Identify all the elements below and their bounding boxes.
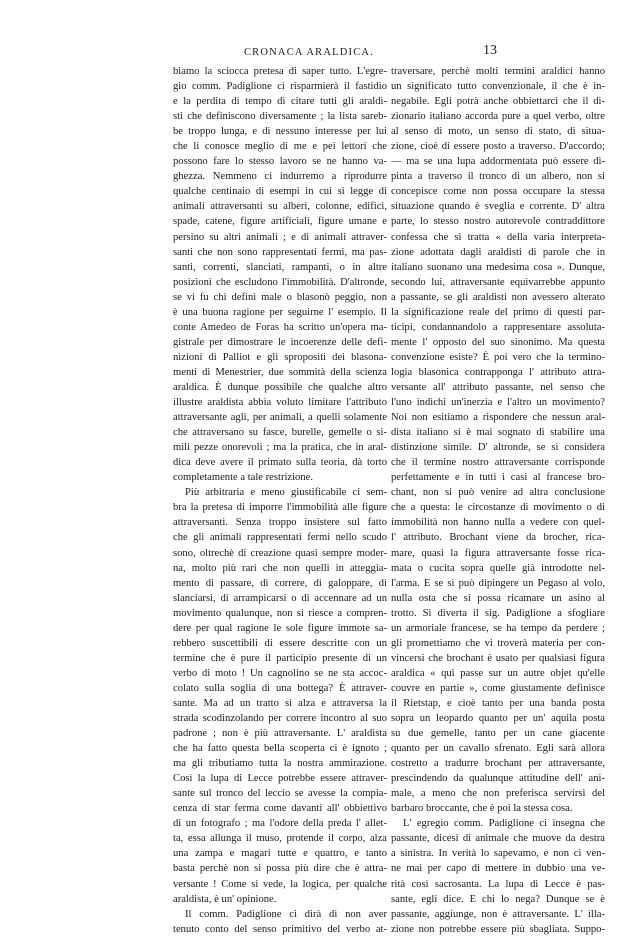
text-line: italiano suonano una medesima cosa ». Dunque, <box>391 261 605 273</box>
text-line: Noi non esitiamo a rispondere che nessun aral- <box>391 412 605 424</box>
text-line: gli promettiamo che vi troverà materia per con- <box>391 637 605 649</box>
text-line: concepisce come non possa occupare la stessa <box>391 186 605 198</box>
text-line: dere per qual ragione le sole figure immote sa- <box>173 622 387 634</box>
text-line: confessa che si tratta « della varia interpreta- <box>391 231 605 243</box>
text-line: una zampa e magari tutte e quattro, e tanto <box>173 848 387 860</box>
text-line: quanto per un cavallo sfrenato. Egli sarà allora <box>391 743 605 755</box>
text-line: immobilità non hanno nulla a vedere con quel- <box>391 517 605 529</box>
text-line: dista italiano si è mai sognato di stabilire una <box>391 427 605 439</box>
text-line: sopra un leopardo quanto per un' aquila posta <box>391 713 605 725</box>
text-line: rebbero suscettibili di essere descritte con un <box>173 637 387 649</box>
text-line: rità così sacrosanta. La lupa di Lecce è pas- <box>391 878 605 890</box>
text-line: araldista, è un' opinione. <box>173 893 277 905</box>
text-line: gistrale per dimostrare le incoerenze delle defi- <box>173 336 387 348</box>
text-line: basta perchè non si possa più dire che è attra- <box>173 863 387 875</box>
text-line: chant, non si può venire ad altra conclusione <box>391 487 605 499</box>
text-line: zionario italiano accorda pure a quel verbo, oltre <box>391 111 605 123</box>
text-line: biamo la sciocca pretesa di saper tutto. L'egre- <box>173 66 387 77</box>
text-line: mente l' opposto del suo sinonimo. Ma questa <box>391 336 605 348</box>
text-line: araldica. È dunque possibile che qualche altro <box>173 381 387 393</box>
text-line: sante sul tronco del leccio se avesse la compia- <box>173 788 387 800</box>
text-line: che li conosce meglio di me e pei lettori che <box>173 141 387 153</box>
text-line: possono fare lo stesso lavoro se ne hanno va- <box>173 156 387 168</box>
text-line: spade, catene, figure artificiali, figure umane e <box>173 216 387 228</box>
text-line: situazione quando è sveglia e corrente. D' altra <box>391 201 605 213</box>
text-line: padrone ; non è più attraversante. L' araldista <box>173 728 387 740</box>
text-line: l' attributo. Brochant viene da brocher, rica- <box>391 532 605 544</box>
page-number: 13 <box>483 43 497 58</box>
text-line: vincersi che brochant è usato per qualsiasi figura <box>391 652 605 664</box>
text-line: al senso di moto, un senso di stato, di situa- <box>391 126 605 138</box>
running-title: CRONACA ARALDICA. <box>243 47 375 58</box>
text-line: pinta a traverso il tronco di un albero, non si <box>391 171 605 183</box>
text-line: secondo lui, attraversante equivarrebbe appunto <box>391 276 605 288</box>
left-text-column <box>173 64 387 937</box>
text-line: che ha fatto questa bella scoperta ci è ignoto ; <box>173 743 387 755</box>
text-line: a sinistra. In verità lo sapevamo, e non ci ven- <box>391 848 605 860</box>
text-line: zione, cioè di essere posto a traverso. D'accordo; <box>391 141 605 153</box>
text-line: attraversanti. Senza troppo insistere sul fatto <box>173 517 387 529</box>
text-line: strada scodinzolando per correre incontro al suo <box>173 713 387 725</box>
text-line: barbaro broccante, che è poi la stessa cosa. <box>391 803 573 815</box>
text-line: male, a meno che non preferisca servirsi del <box>391 788 605 800</box>
text-line: attraversante agli, per animali, a quelli solamente <box>173 412 387 424</box>
text-line: ne mai per capo di mettere in dubbio una ve- <box>391 863 605 875</box>
text-line: di un fotografo ; ma l'odore della preda l' allet- <box>173 818 387 830</box>
text-line: bra la pretesa di imporre l'immobilità alle figure <box>173 502 387 514</box>
text-line: conte Amedeo de Foras ha scritto un'opera ma- <box>173 321 387 333</box>
text-line: prescindendo da qualunque attitudine dell' ani- <box>391 773 605 785</box>
text-line: passante, aggiunge, non è attraversante. L' illa- <box>391 908 605 920</box>
text-line: mento di passare, di correre, di galoppare, di <box>173 577 387 589</box>
text-line: che attraversano su fasce, burelle, gemelle o si- <box>173 427 387 439</box>
text-line: zione non potrebbe essere più sbagliata. Suppo- <box>391 923 605 935</box>
text-line: mata o cucita sopra quelle già introdotte nel- <box>391 562 605 574</box>
text-line: mili pezze onorevoli ; ma la pratica, che in aral- <box>173 442 387 454</box>
text-line: na, molto più rari che non quelli in atteggia- <box>173 562 387 574</box>
text-line: passante, dicesi di animale che muove da destra <box>391 833 605 845</box>
text-line: versante all' attributo passante, nel senso che <box>391 381 605 393</box>
text-line: Così la lupa di Lecce potrebbe essere attraver- <box>173 773 387 785</box>
text-line: logia blasonica contrapponga l' attributo attra- <box>391 366 605 378</box>
text-line: araldica « qui passe sur un autre objet qu'elle <box>391 667 605 679</box>
text-line: zione adottata dagli araldisti di parole che in <box>391 246 605 258</box>
text-line: la significazione reale del primo di questi par- <box>391 306 605 318</box>
text-line: slanciarsi, di arrampicarsi o di accennare ad un <box>173 592 387 604</box>
text-line: tenuto conto del senso primitivo del verbo at- <box>173 923 387 935</box>
text-line: parte, lo stesso nostro autorevole contraddittore <box>391 216 605 228</box>
text-line: perfettamente e in tutti i casi al francese bro- <box>391 472 605 484</box>
text-line: che il termine nostro attraversante corrisponde <box>391 457 605 469</box>
text-line: cenza di star ferma come davanti all' obbiettivo <box>173 803 387 815</box>
text-line: negabile. Egli potrà anche obbiettarci che il di- <box>391 96 605 108</box>
text-line: sti che definiscono diversamente ; la lista sareb- <box>173 111 387 123</box>
text-line: persino su altri animali ; e di animali attraver- <box>173 231 387 243</box>
text-line: l'arma. E se si può dipingere un Pegaso al volo, <box>391 577 605 589</box>
text-line: trotto. Si diverta il sig. Padiglione a sfogliare <box>391 607 605 619</box>
text-line: dica deve avere il primato sulla teoria, dà torto <box>173 457 387 469</box>
text-line: l'uno indichi un'inerzia e l'altro un movimento? <box>391 397 605 409</box>
text-line: che a questa: le circostanze di movimento o di <box>391 502 605 514</box>
text-line: che gli animali rappresentati fermi nello scudo <box>173 532 387 544</box>
text-line: verbo di moto ! Un cagnolino se ne sta accoc- <box>173 667 387 679</box>
text-line: un significato tutto convenzionale, il che è in- <box>391 81 605 93</box>
text-line: L' egregio comm. Padiglione ci insegna che <box>403 818 605 830</box>
text-line: termine che è pure il participio presente di un <box>173 652 387 664</box>
text-line: mare, quasi la figura attraversante fosse rica- <box>391 547 605 559</box>
text-line: ta, essa allunga il muso, protende il corpo, alza <box>173 833 387 845</box>
text-line: sante. Ma ad un tratto si alza e attraversa la <box>173 697 387 709</box>
text-line: Più arbitraria e meno giustificabile ci sem- <box>185 487 387 499</box>
text-line: convenzione esiste? È poi vero che la termino- <box>391 351 605 363</box>
text-line: posizioni che escludono l'immobilità. D'altronde, <box>173 276 387 288</box>
text-line: e la perdita di tempo di citare tutti gli araldi- <box>173 96 387 108</box>
text-line: su due gemelle, tanto per un cane giacente <box>391 728 605 740</box>
text-line: colato sulla soglia di una bottega? È attraver- <box>173 682 387 694</box>
text-line: menti di Menestrier, due sommità della scienza <box>173 366 387 378</box>
right-text-column <box>391 64 605 937</box>
text-line: be troppo lunga, e di nessuno interesse per lui <box>173 126 387 138</box>
text-line: distinzione simile. D' altronde, se si considera <box>391 442 605 454</box>
text-line: un armoriale francese, se ha tempo da perdere ; <box>391 622 605 634</box>
text-line: nulla osta che si possa ricamare un asino al <box>391 592 605 604</box>
text-line: a passante, se gli araldisti non avessero alterato <box>391 291 605 303</box>
text-line: il Rietstap, e cioè tanto per una banda posta <box>391 697 605 709</box>
text-line: qualche centinaio di esempi in cui si legge di <box>173 186 387 198</box>
text-line: animali attraversanti su alberi, colonne, edifici, <box>173 201 387 213</box>
text-line: è una buona ragione per seguirne l' esempio. Il <box>173 306 387 318</box>
text-line: completamente a tale restrizione. <box>173 472 314 484</box>
text-line: santi, correnti, slanciati, rampanti, o in altre <box>173 261 387 273</box>
text-line: ghezza. Nemmeno ci indurremo a riprodurre <box>173 171 387 183</box>
text-line: traversare, perchè molti termini araldici hanno <box>391 66 605 77</box>
text-line: santi che non sono rappresentati fermi, ma pas- <box>173 246 387 258</box>
text-line: gio comm. Padiglione ci risparmierà il fastidio <box>173 81 387 93</box>
text-line: se vi fu chi definì male o blasonò peggio, non <box>173 291 387 303</box>
text-line: nizioni di Palliot e gli spropositi dei blasona- <box>173 351 387 363</box>
text-line: ma gli tributiamo tutta la nostra ammirazione. <box>173 758 387 770</box>
text-line: couvre en partie », come giustamente definisce <box>391 682 605 694</box>
text-line: versante ! Come si vede, la logica, per qualche <box>173 878 387 890</box>
text-line: sono, oltrechè di creazione quasi sempre moder- <box>173 547 387 559</box>
text-line: sante, egli dice. E chi lo nega? Dunque se è <box>391 893 605 905</box>
text-line: — ma se una lupa addormentata può essere di- <box>391 156 605 168</box>
text-line: illustre araldista abbia voluto limitare l'attributo <box>173 397 387 409</box>
text-line: costretto a tradurre brochant per attraversante, <box>391 758 605 770</box>
text-line: Il comm. Padiglione ci dirà di non aver <box>185 908 387 920</box>
text-line: movimento qualunque, non si riesce a compren- <box>173 607 387 619</box>
text-line: ticipi, condannandolo a rappresentare assoluta- <box>391 321 605 333</box>
